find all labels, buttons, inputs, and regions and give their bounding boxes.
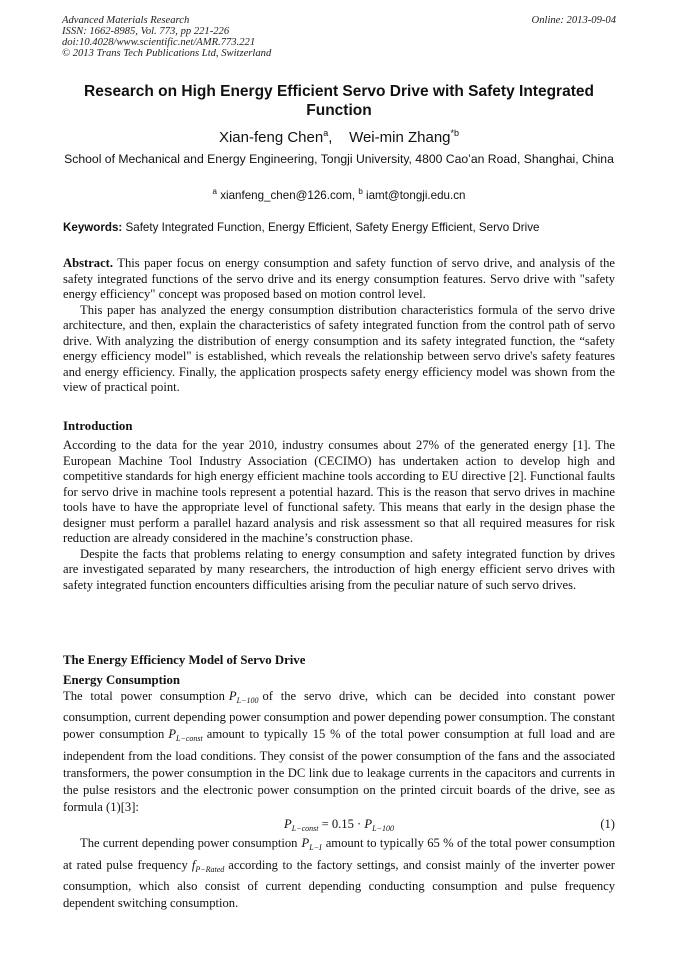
abstract-text-1: This paper focus on energy consumption and safety function of servo drive, and analysis of the safety integrated functions of the servo drive and its energy consumption features. Servo drive with "safety energy efficiency" concept was proposed based on motion control level. xyxy=(63,256,615,301)
author-2-sup: *b xyxy=(450,128,460,138)
journal-name: Advanced Materials Research xyxy=(62,15,190,26)
author-emails xyxy=(62,185,616,203)
introduction-para-1: According to the data for the year 2010, industry consumes about 27% of the generated energy [1]. The European Machine Tool Industry Association (CECIMO) has undertaken action to develop high and competitive standards for high energy efficient machine tools according to EU directive [2]. Functional faults for servo drive in machine tools represent a potential hazard. This is the reason that servo drives in machine tools have to have the appropriate level of functional safety. This means that early in the design phase the designer must perform a parallel hazard analysis and risk assessment so that all required measures for risk reduction are already considered in the machine’s construction phase. xyxy=(63,438,615,545)
energy-text-2c: according to the factory settings, and consist mainly of the inverter power consumption, which also consist of current depending conducting consumption and pulse frequency dependent switching consumption. xyxy=(63,857,615,911)
email-b-sup: b xyxy=(358,187,363,196)
formula-1 xyxy=(63,816,615,835)
energy-para-1 xyxy=(63,688,615,816)
keywords-label: Keywords: xyxy=(63,221,123,234)
formula-number: (1) xyxy=(600,817,615,832)
issn-line: ISSN: 1662-8985, Vol. 773, pp 221-226 xyxy=(62,26,230,37)
energy-text-1c: amount to typically 15 % of the total power consumption at full load and are independent from the load conditions. They consist of the power consumption of the fans and the associated transformers, the power consumption in the DC link due to leakage currents in the capacitors and currents in the pulse resistors and the electronic power consumption on the printed circuit boards of the drive, see as formula (1)[3]: xyxy=(63,727,616,815)
author-2-name: Wei-min Zhang xyxy=(349,129,451,146)
introduction-heading: Introduction xyxy=(63,419,133,433)
symbol-f-p-rated: $f_{P-Rated}$ xyxy=(191,857,225,874)
journal-header xyxy=(62,15,616,59)
abstract-label: Abstract. xyxy=(63,256,114,270)
email-b: iamt@tongji.edu.cn xyxy=(366,189,466,202)
email-a: xianfeng_chen@126.com, xyxy=(220,189,356,202)
formula-expression: $P_{L-const} = 0.15 \cdot P_{L-100}$ xyxy=(284,817,394,834)
abstract-para-1 xyxy=(63,256,615,303)
section-heading: The Energy Efficiency Model of Servo Drive xyxy=(63,653,306,667)
subsection-heading: Energy Consumption xyxy=(63,673,180,687)
introduction-block xyxy=(63,438,615,593)
copyright-line: © 2013 Trans Tech Publications Ltd, Switzerland xyxy=(62,48,272,59)
introduction-para-2: Despite the facts that problems relating to energy consumption and safety integrated function by drives are investigated separated by many researchers, the introduction of high energy efficient servo drives with safety integrated function encounters difficulties arising from the peculiar nature of such servo drives. xyxy=(63,546,615,592)
symbol-p-l100: $P_{L-100}$ xyxy=(228,689,259,705)
abstract-para-2: This paper has analyzed the energy consumption distribution characteristics formula of the servo drive architecture, and then, explain the characteristics of safety integrated function from the control path of servo drive. With analyzing the distribution of energy consumption and its safety integrated function, the “safety energy efficiency model" is established, which reveals the relationship between servo drive's safety features and energy efficiency. Finally, the application prospects safety energy efficiency model was shown from the view of practical point. xyxy=(63,302,615,394)
energy-text-1b: of the servo drive, which can be decided into constant power consumption, current depending power consumption and power depending power consumption. The constant power consumption xyxy=(63,689,615,742)
energy-text-2b: amount to typically 65 % of the total power consumption at rated pulse frequency xyxy=(63,836,615,872)
formula-operator: = 0.15 · xyxy=(321,817,362,832)
affiliation: School of Mechanical and Energy Engineering, Tongji University, 4800 Cao’an Road, Shanghai, China xyxy=(64,152,614,166)
energy-consumption-block xyxy=(63,688,615,912)
author-list xyxy=(62,124,616,147)
doi-line: doi:10.4028/www.scientific.net/AMR.773.221 xyxy=(62,37,256,48)
keywords-text: Safety Integrated Function, Energy Efficient, Safety Energy Efficient, Servo Drive xyxy=(125,221,540,234)
author-1-name: Xian-feng Chen xyxy=(218,129,324,146)
email-a-sup: a xyxy=(212,187,217,196)
abstract-block xyxy=(63,256,615,396)
symbol-p-li: $P_{L-I}$ xyxy=(301,836,322,853)
energy-text-2a: The current depending power consumption xyxy=(80,836,298,851)
symbol-p-lconst: $P_{L-const}$ xyxy=(168,727,203,744)
keywords-line xyxy=(63,221,617,235)
energy-text-1a: The total power consumption xyxy=(63,689,225,703)
paper-title: Research on High Energy Efficient Servo Drive with Safety Integrated Function xyxy=(84,83,594,119)
online-date: Online: 2013-09-04 xyxy=(531,15,616,26)
energy-para-2 xyxy=(63,835,615,912)
author-separator: , xyxy=(328,129,333,146)
author-1-sup: a xyxy=(323,128,329,138)
